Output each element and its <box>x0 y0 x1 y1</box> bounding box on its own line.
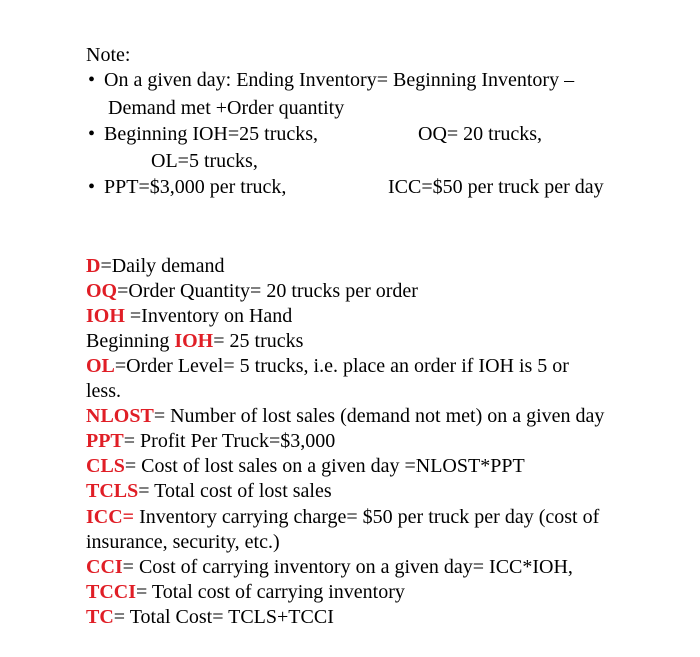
definition-term: TCCI <box>86 581 137 603</box>
definition-tc <box>86 605 334 629</box>
definition-term: CLS <box>86 455 125 477</box>
definition-text: = Profit Per Truck=$3,000 <box>123 430 336 452</box>
definition-text: =Order Level= 5 trucks, i.e. place an order if IOH is 5 or <box>114 355 569 377</box>
definition-icc <box>86 505 599 529</box>
definition-term: TC <box>86 606 114 628</box>
definition-term: OQ <box>86 280 118 302</box>
definition-text: = Total cost of carrying inventory <box>136 581 405 603</box>
definition-text: = Total cost of lost sales <box>138 480 332 502</box>
definition-oq <box>86 279 418 303</box>
definition-nlost <box>86 404 604 428</box>
definition-term: PPT <box>86 430 124 452</box>
definition-prefix: Beginning <box>86 330 175 352</box>
definition-cls <box>86 454 525 478</box>
definition-term: OL <box>86 355 115 377</box>
note-bullet-1-line-2: Demand met +Order quantity <box>108 97 345 119</box>
bullet-marker: • <box>88 176 96 198</box>
bullet-marker: • <box>88 123 96 145</box>
definition-ioh <box>86 304 292 328</box>
definition-term: D <box>86 255 101 277</box>
note-heading: Note: <box>86 44 131 66</box>
note-bullet-2-line-2: OL=5 trucks, <box>151 150 258 172</box>
definition-ol-continued: less. <box>86 380 121 402</box>
definition-text: =Inventory on Hand <box>124 305 293 327</box>
definition-ppt <box>86 429 335 453</box>
definition-cci <box>86 555 573 579</box>
definition-text: Inventory carrying charge= $50 per truck per day (cost of <box>134 506 600 528</box>
note-bullet-3-left: PPT=$3,000 per truck, <box>104 176 287 198</box>
definition-term: TCLS <box>86 480 139 502</box>
note-bullet-3-right: ICC=$50 per truck per day <box>388 176 604 198</box>
bullet-marker: • <box>88 69 96 91</box>
definition-term: NLOST <box>86 405 154 427</box>
definition-text: =Daily demand <box>100 255 225 277</box>
definition-text: = Cost of lost sales on a given day =NLOST*PPT <box>124 455 525 477</box>
definition-text: =Order Quantity= 20 trucks per order <box>117 280 418 302</box>
definition-d <box>86 254 224 278</box>
note-bullet-1-line-1: On a given day: Ending Inventory= Beginning Inventory – <box>104 69 575 91</box>
definition-term: CCI <box>86 556 123 578</box>
definition-tcci <box>86 580 405 604</box>
definition-ol <box>86 354 569 378</box>
note-bullet-2-right: OQ= 20 trucks, <box>418 123 543 145</box>
definition-text: = Cost of carrying inventory on a given day= ICC*IOH, <box>122 556 573 578</box>
definition-text: = Total Cost= TCLS+TCCI <box>113 606 334 628</box>
definition-text: = Number of lost sales (demand not met) on a given day <box>153 405 605 427</box>
definition-text: = 25 trucks <box>213 330 304 352</box>
definition-tcls <box>86 479 332 503</box>
definition-term: IOH <box>174 330 214 352</box>
definition-icc-continued: insurance, security, etc.) <box>86 531 280 553</box>
note-bullet-2-left: Beginning IOH=25 trucks, <box>104 123 319 145</box>
definition-term: ICC= <box>86 506 135 528</box>
definition-beginning-ioh <box>86 329 303 353</box>
definition-term: IOH <box>86 305 125 327</box>
